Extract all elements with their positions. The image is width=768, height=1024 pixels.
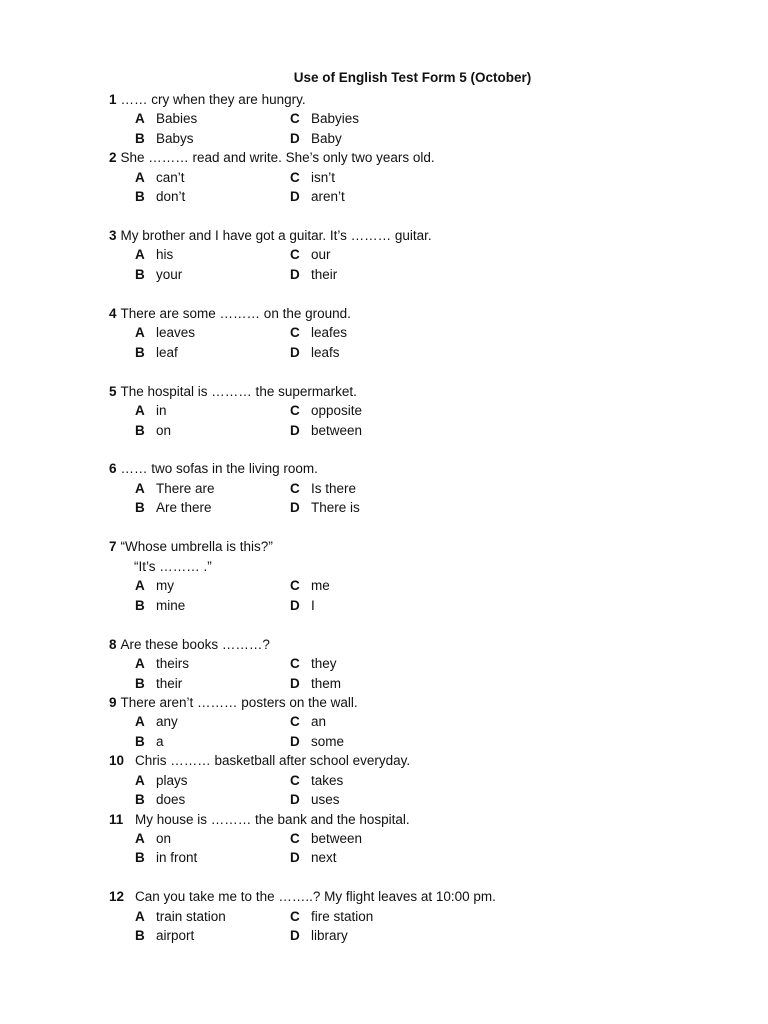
option-text: don’t: [156, 189, 186, 204]
question-stem: My house is ……… the bank and the hospital.: [135, 812, 410, 827]
option-a[interactable]: [135, 247, 173, 262]
option-text: Babies: [156, 111, 198, 126]
option-c[interactable]: [290, 831, 362, 846]
option-letter: A: [135, 481, 145, 496]
option-d[interactable]: [290, 267, 337, 282]
option-letter: C: [290, 111, 300, 126]
question-1: [109, 92, 306, 107]
option-text: they: [311, 656, 337, 671]
question-2: [109, 150, 435, 165]
option-text: uses: [311, 792, 340, 807]
option-text: does: [156, 792, 186, 807]
question-stem-line2: “It’s ……… .”: [134, 559, 212, 574]
option-b[interactable]: [135, 792, 185, 807]
option-c[interactable]: [290, 325, 347, 340]
option-letter: A: [135, 170, 145, 185]
option-text: between: [311, 831, 363, 846]
option-b[interactable]: [135, 734, 164, 749]
option-b[interactable]: [135, 850, 197, 865]
option-c[interactable]: [290, 481, 356, 496]
option-letter: D: [290, 792, 300, 807]
option-a[interactable]: [135, 656, 189, 671]
option-letter: D: [290, 189, 300, 204]
option-text: a: [156, 734, 164, 749]
page-title: Use of English Test Form 5 (October): [293, 70, 532, 85]
option-c[interactable]: [290, 773, 343, 788]
option-b[interactable]: [135, 345, 178, 360]
option-a[interactable]: [135, 773, 188, 788]
question-number: 2: [109, 150, 117, 165]
option-a[interactable]: [135, 481, 215, 496]
question-12: [109, 889, 496, 904]
option-letter: C: [290, 773, 300, 788]
question-4: [109, 306, 351, 321]
option-letter: A: [135, 403, 145, 418]
option-letter: C: [290, 831, 300, 846]
option-letter: D: [290, 131, 300, 146]
option-letter: D: [290, 928, 300, 943]
question-number: 5: [109, 384, 117, 399]
option-d[interactable]: [290, 598, 315, 613]
question-5: [109, 384, 357, 399]
option-a[interactable]: [135, 831, 171, 846]
question-stem: …… cry when they are hungry.: [120, 92, 306, 107]
option-d[interactable]: [290, 131, 342, 146]
option-text: leafs: [311, 345, 340, 360]
option-c[interactable]: [290, 656, 337, 671]
option-a[interactable]: [135, 578, 174, 593]
option-text: on: [156, 423, 172, 438]
option-text: in: [156, 403, 167, 418]
option-text: Babys: [156, 131, 194, 146]
option-letter: A: [135, 656, 145, 671]
option-d[interactable]: [290, 189, 345, 204]
question-stem: Can you take me to the ……..? My flight leaves at 10:00 pm.: [135, 889, 496, 904]
option-text: his: [156, 247, 174, 262]
option-text: aren’t: [311, 189, 345, 204]
question-stem: Are these books ………?: [120, 637, 270, 652]
option-letter: A: [135, 714, 145, 729]
question-stem: “Whose umbrella is this?”: [120, 539, 273, 554]
option-letter: D: [290, 598, 300, 613]
option-text: isn’t: [311, 170, 336, 185]
option-text: some: [311, 734, 345, 749]
option-letter: A: [135, 325, 145, 340]
question-11: [109, 812, 410, 827]
option-c[interactable]: [290, 714, 326, 729]
question-number: 12: [109, 889, 125, 904]
option-d[interactable]: [290, 928, 348, 943]
option-a[interactable]: [135, 325, 195, 340]
option-b[interactable]: [135, 189, 185, 204]
question-number: 1: [109, 92, 117, 107]
question-7: [109, 539, 273, 554]
option-c[interactable]: [290, 578, 330, 593]
option-text: airport: [156, 928, 195, 943]
option-letter: B: [135, 500, 145, 515]
question-number: 9: [109, 695, 117, 710]
option-letter: C: [290, 325, 300, 340]
option-text: can’t: [156, 170, 185, 185]
option-letter: B: [135, 131, 145, 146]
option-b[interactable]: [135, 267, 182, 282]
option-letter: C: [290, 247, 300, 262]
option-letter: C: [290, 909, 300, 924]
option-text: on: [156, 831, 172, 846]
option-letter: A: [135, 831, 145, 846]
option-letter: C: [290, 481, 300, 496]
option-text: their: [311, 267, 338, 282]
option-text: between: [311, 423, 363, 438]
option-letter: C: [290, 170, 300, 185]
option-text: fire station: [311, 909, 374, 924]
question-number: 10: [109, 753, 125, 768]
question-stem: There are some ……… on the ground.: [120, 306, 351, 321]
option-d[interactable]: [290, 792, 340, 807]
option-b[interactable]: [135, 131, 194, 146]
option-text: an: [311, 714, 327, 729]
option-text: leaf: [156, 345, 178, 360]
option-c[interactable]: [290, 247, 331, 262]
option-letter: B: [135, 734, 145, 749]
option-text: my: [156, 578, 174, 593]
option-letter: B: [135, 345, 145, 360]
option-text: in front: [156, 850, 198, 865]
question-number: 3: [109, 228, 117, 243]
option-letter: B: [135, 423, 145, 438]
question-stem: The hospital is ……… the supermarket.: [120, 384, 357, 399]
question-number: 11: [109, 812, 124, 827]
question-number: 8: [109, 637, 117, 652]
option-letter: B: [135, 792, 145, 807]
option-text: plays: [156, 773, 188, 788]
option-letter: C: [290, 578, 300, 593]
option-b[interactable]: [135, 423, 171, 438]
option-letter: B: [135, 267, 145, 282]
option-text: next: [311, 850, 337, 865]
option-letter: D: [290, 423, 300, 438]
option-letter: D: [290, 500, 300, 515]
option-letter: D: [290, 850, 300, 865]
option-text: There are: [156, 481, 215, 496]
option-text: their: [156, 676, 183, 691]
option-text: leaves: [156, 325, 196, 340]
option-text: theirs: [156, 656, 190, 671]
option-a[interactable]: [135, 909, 226, 924]
question-3: [109, 228, 432, 243]
option-letter: D: [290, 267, 300, 282]
option-text: mine: [156, 598, 186, 613]
option-a[interactable]: [135, 111, 197, 126]
option-b[interactable]: [135, 676, 182, 691]
option-b[interactable]: [135, 598, 185, 613]
option-d[interactable]: [290, 734, 344, 749]
option-d[interactable]: [290, 676, 341, 691]
option-text: Is there: [311, 481, 357, 496]
option-d[interactable]: [290, 850, 337, 865]
option-c[interactable]: [290, 909, 373, 924]
option-text: train station: [156, 909, 226, 924]
option-letter: A: [135, 247, 145, 262]
option-text: your: [156, 267, 183, 282]
option-letter: B: [135, 676, 145, 691]
option-text: Are there: [156, 500, 212, 515]
option-d[interactable]: [290, 423, 362, 438]
question-stem: My brother and I have got a guitar. It’s ……… guitar.: [120, 228, 432, 243]
option-c[interactable]: [290, 170, 335, 185]
question-10: [109, 753, 410, 768]
option-letter: B: [135, 928, 145, 943]
question-stem: Chris ……… basketball after school everyday.: [135, 753, 411, 768]
option-b[interactable]: [135, 928, 194, 943]
option-a[interactable]: [135, 170, 185, 185]
option-text: takes: [311, 773, 344, 788]
option-letter: A: [135, 909, 145, 924]
option-text: me: [311, 578, 330, 593]
option-c[interactable]: [290, 111, 359, 126]
option-letter: B: [135, 850, 145, 865]
option-d[interactable]: [290, 345, 340, 360]
question-number: 4: [109, 306, 117, 321]
option-letter: A: [135, 111, 145, 126]
question-stem: There aren’t ……… posters on the wall.: [120, 695, 358, 710]
option-text: opposite: [311, 403, 363, 418]
option-text: Babyies: [311, 111, 360, 126]
option-text: our: [311, 247, 331, 262]
option-text: Baby: [311, 131, 342, 146]
option-letter: C: [290, 656, 300, 671]
option-text: any: [156, 714, 178, 729]
question-stem: She ……… read and write. She’s only two years old.: [120, 150, 435, 165]
option-b[interactable]: [135, 500, 212, 515]
option-letter: B: [135, 598, 145, 613]
option-text: leafes: [311, 325, 348, 340]
option-text: library: [311, 928, 348, 943]
option-a[interactable]: [135, 403, 167, 418]
option-text: them: [311, 676, 342, 691]
option-letter: A: [135, 578, 145, 593]
option-c[interactable]: [290, 403, 362, 418]
question-number: 6: [109, 461, 117, 476]
option-text: I: [311, 598, 315, 613]
question-8: [109, 637, 270, 652]
option-letter: C: [290, 714, 300, 729]
question-9: [109, 695, 358, 710]
option-text: There is: [311, 500, 360, 515]
question-stem: …… two sofas in the living room.: [120, 461, 318, 476]
option-a[interactable]: [135, 714, 178, 729]
option-letter: C: [290, 403, 300, 418]
option-letter: D: [290, 345, 300, 360]
option-letter: D: [290, 734, 300, 749]
option-letter: A: [135, 773, 145, 788]
question-6: [109, 461, 318, 476]
option-letter: D: [290, 676, 300, 691]
option-d[interactable]: [290, 500, 360, 515]
question-number: 7: [109, 539, 117, 554]
option-letter: B: [135, 189, 145, 204]
